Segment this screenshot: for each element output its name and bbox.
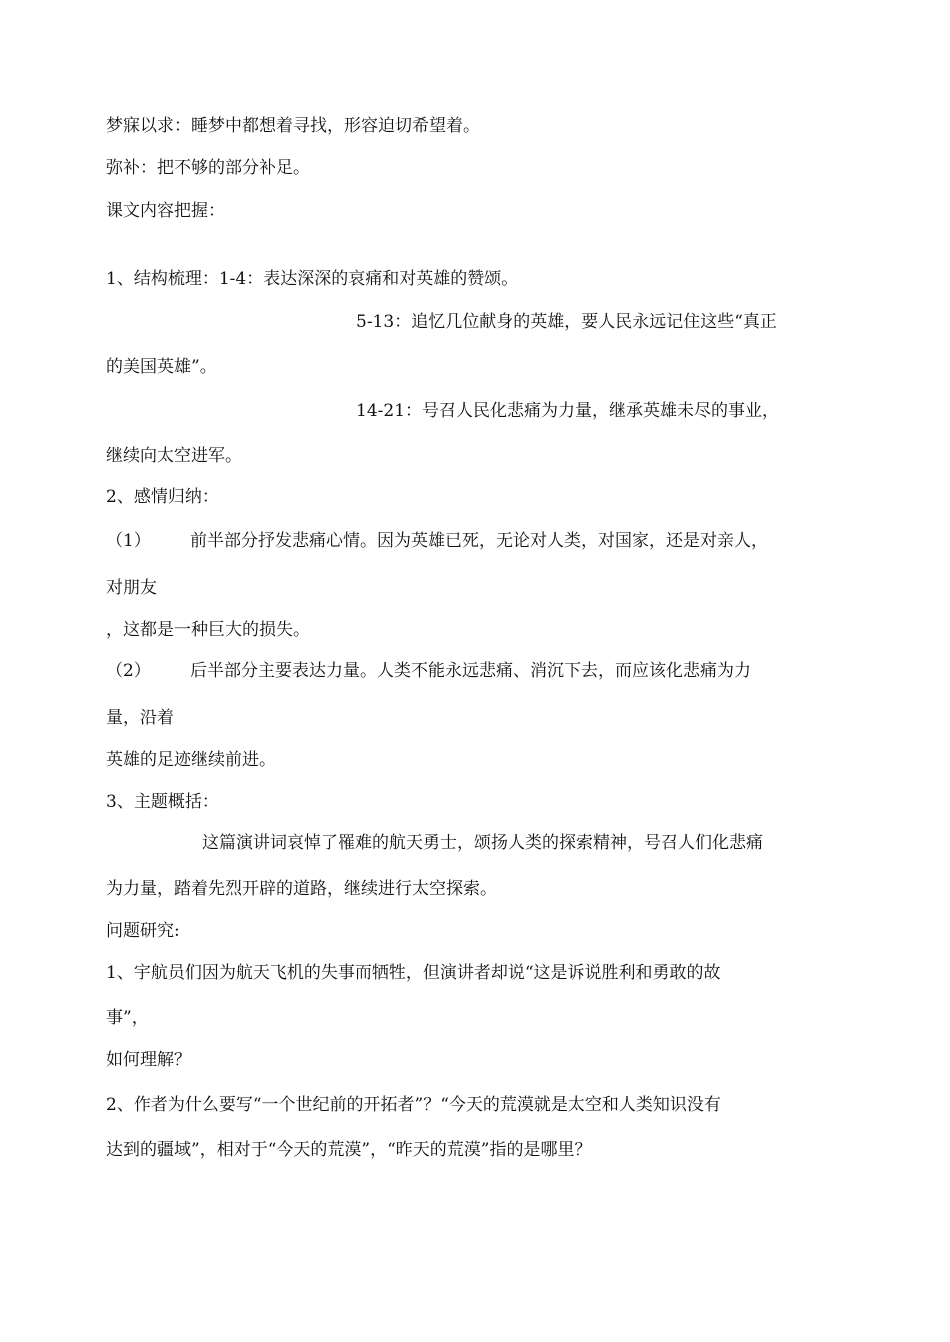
emotion-item-1 (106, 530, 768, 552)
section-heading-content: 课文内容把握： (106, 201, 225, 221)
structure-line-3-cont: 继续向太空进军。 (106, 446, 242, 466)
structure-line-2-cont: 的美国英雄”。 (106, 357, 217, 377)
emotion-item-2-cont-2: 英雄的足迹继续前进。 (106, 750, 276, 770)
emotion-item-2-cont-1: 量，沿着 (106, 708, 174, 728)
emotion-item-1-cont-1: 对朋友 (106, 578, 157, 598)
question-1-cont-2: 如何理解？ (106, 1050, 191, 1070)
vocab-line-1: 梦寐以求：睡梦中都想着寻找，形容迫切希望着。 (106, 116, 480, 136)
emotion-item-1-number: （1） (106, 531, 151, 551)
question-2: 2、作者为什么要写“一个世纪前的开拓者”？“今天的荒漠就是太空和人类知识没有 (106, 1095, 721, 1115)
theme-text: 这篇演讲词哀悼了罹难的航天勇士，颂扬人类的探索精神，号召人们化悲痛 (202, 833, 763, 853)
question-1-cont-1: 事”， (106, 1008, 149, 1028)
theme-heading: 3、主题概括： (106, 792, 219, 812)
emotion-item-2-text: 后半部分主要表达力量。人类不能永远悲痛、消沉下去，而应该化悲痛为力 (190, 661, 751, 681)
question-1: 1、宇航员们因为航天飞机的失事而牺牲，但演讲者却说“这是诉说胜利和勇敢的故 (106, 963, 721, 983)
emotion-heading: 2、感情归纳： (106, 487, 219, 507)
question-2-cont: 达到的疆域”，相对于“今天的荒漠”，“昨天的荒漠”指的是哪里？ (106, 1140, 592, 1160)
theme-text-cont: 为力量，踏着先烈开辟的道路，继续进行太空探索。 (106, 879, 497, 899)
structure-line-3: 14-21：号召人民化悲痛为力量，继承英雄未尽的事业， (356, 401, 780, 421)
vocab-line-2: 弥补：把不够的部分补足。 (106, 158, 310, 178)
emotion-item-2 (106, 660, 751, 682)
structure-line-2: 5-13：追忆几位献身的英雄，要人民永远记住这些“真正 (356, 312, 777, 332)
emotion-item-2-number: （2） (106, 661, 151, 681)
questions-heading: 问题研究: (106, 921, 180, 941)
emotion-item-1-text: 前半部分抒发悲痛心情。因为英雄已死，无论对人类，对国家，还是对亲人， (190, 531, 768, 551)
emotion-item-1-cont-2: ，这都是一种巨大的损失。 (106, 620, 310, 640)
structure-line-1: 1、结构梳理：1-4：表达深深的哀痛和对英雄的赞颂。 (106, 269, 519, 289)
